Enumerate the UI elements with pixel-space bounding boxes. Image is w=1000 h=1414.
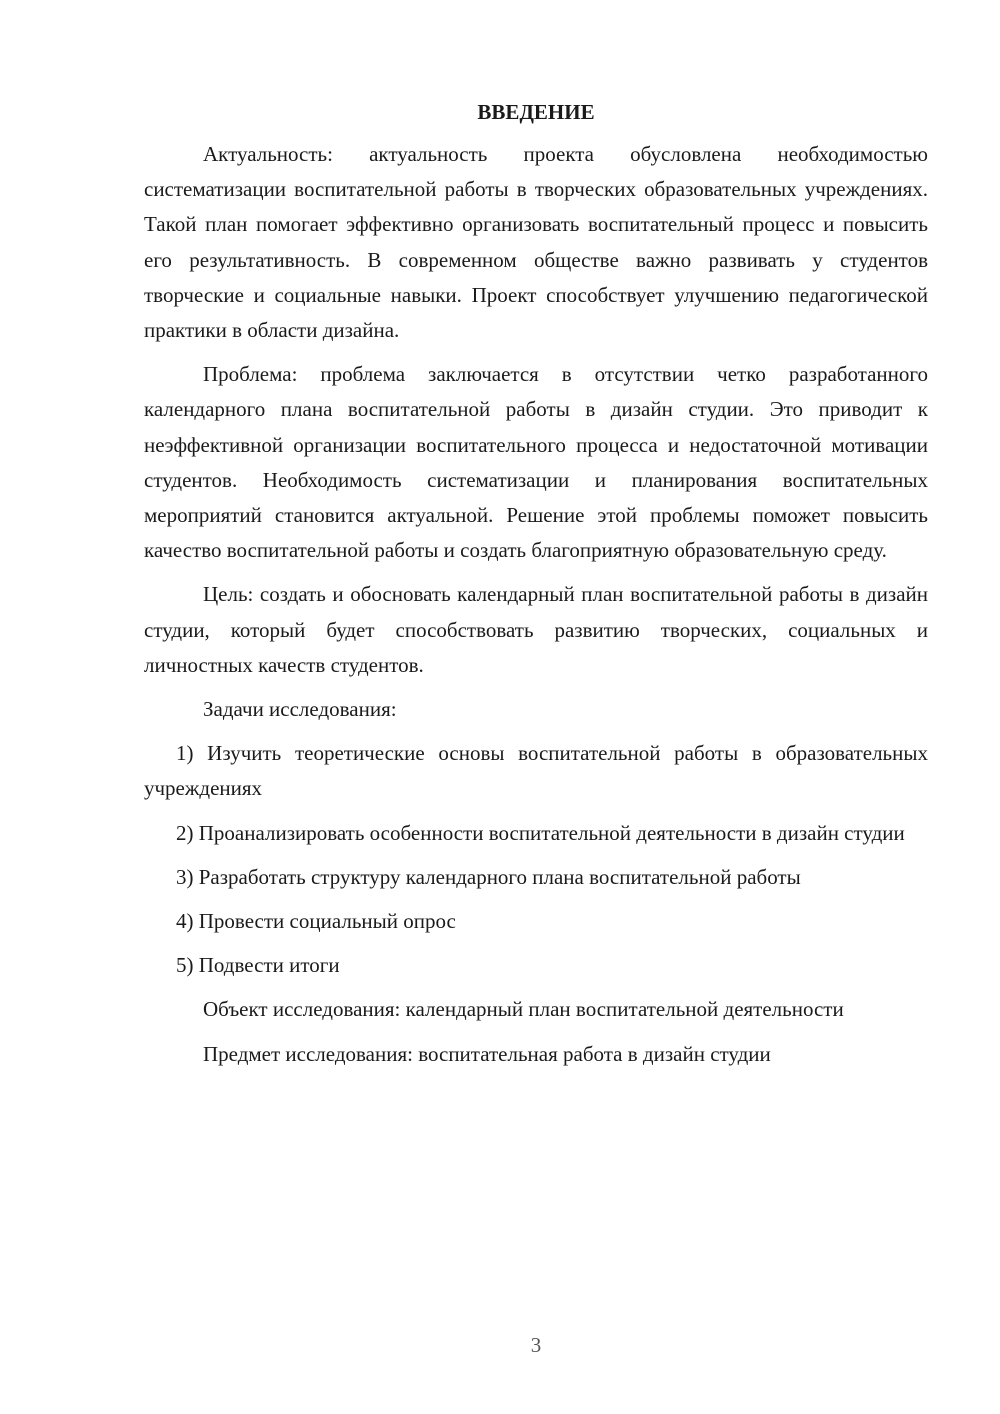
document-page (144, 95, 928, 1081)
paragraph-problem: Проблема: проблема заключается в отсутствии четко разработанного календарного плана воспитательной работы в дизайн студии. Это приводит к неэффективной организации воспитательного процесса и недостаточной мотивации студентов. Необходимость систематизации и планирования воспитательных мероприятий становится актуальной. Решение этой проблемы поможет повысить качество воспитательной работы и создать благоприятную образовательную среду. (144, 362, 928, 563)
paragraph-relevance: Актуальность: актуальность проекта обусловлена необходимостью систематизации воспитательной работы в творческих образовательных учреждениях. Такой план помогает эффективно организовать воспитательный процесс и повысить его результативность. В современном обществе важно развивать у студентов творческие и социальные навыки. Проект способствует улучшению педагогической практики в области дизайна. (144, 142, 928, 343)
task-item-3: 3) Разработать структуру календарного плана воспитательной работы (176, 864, 801, 889)
task-item-4: 4) Провести социальный опрос (176, 909, 456, 934)
page-number: 3 (530, 1333, 542, 1357)
task-item-5: 5) Подвести итоги (176, 953, 340, 978)
section-title: ВВЕДЕНИЕ (477, 100, 595, 124)
paragraph-research-subject: Предмет исследования: воспитательная работа в дизайн студии (203, 1041, 771, 1066)
paragraph-goal: Цель: создать и обосновать календарный план воспитательной работы в дизайн студии, который будет способствовать развитию творческих, социальных и личностных качеств студентов. (144, 582, 928, 677)
paragraph-research-object: Объект исследования: календарный план воспитательной деятельности (203, 997, 844, 1022)
task-item-2: 2) Проанализировать особенности воспитательной деятельности в дизайн студии (176, 820, 905, 845)
task-item-1: 1) Изучить теоретические основы воспитательной работы в образовательных учреждениях (144, 741, 928, 801)
paragraph-tasks-heading: Задачи исследования: (203, 697, 397, 722)
